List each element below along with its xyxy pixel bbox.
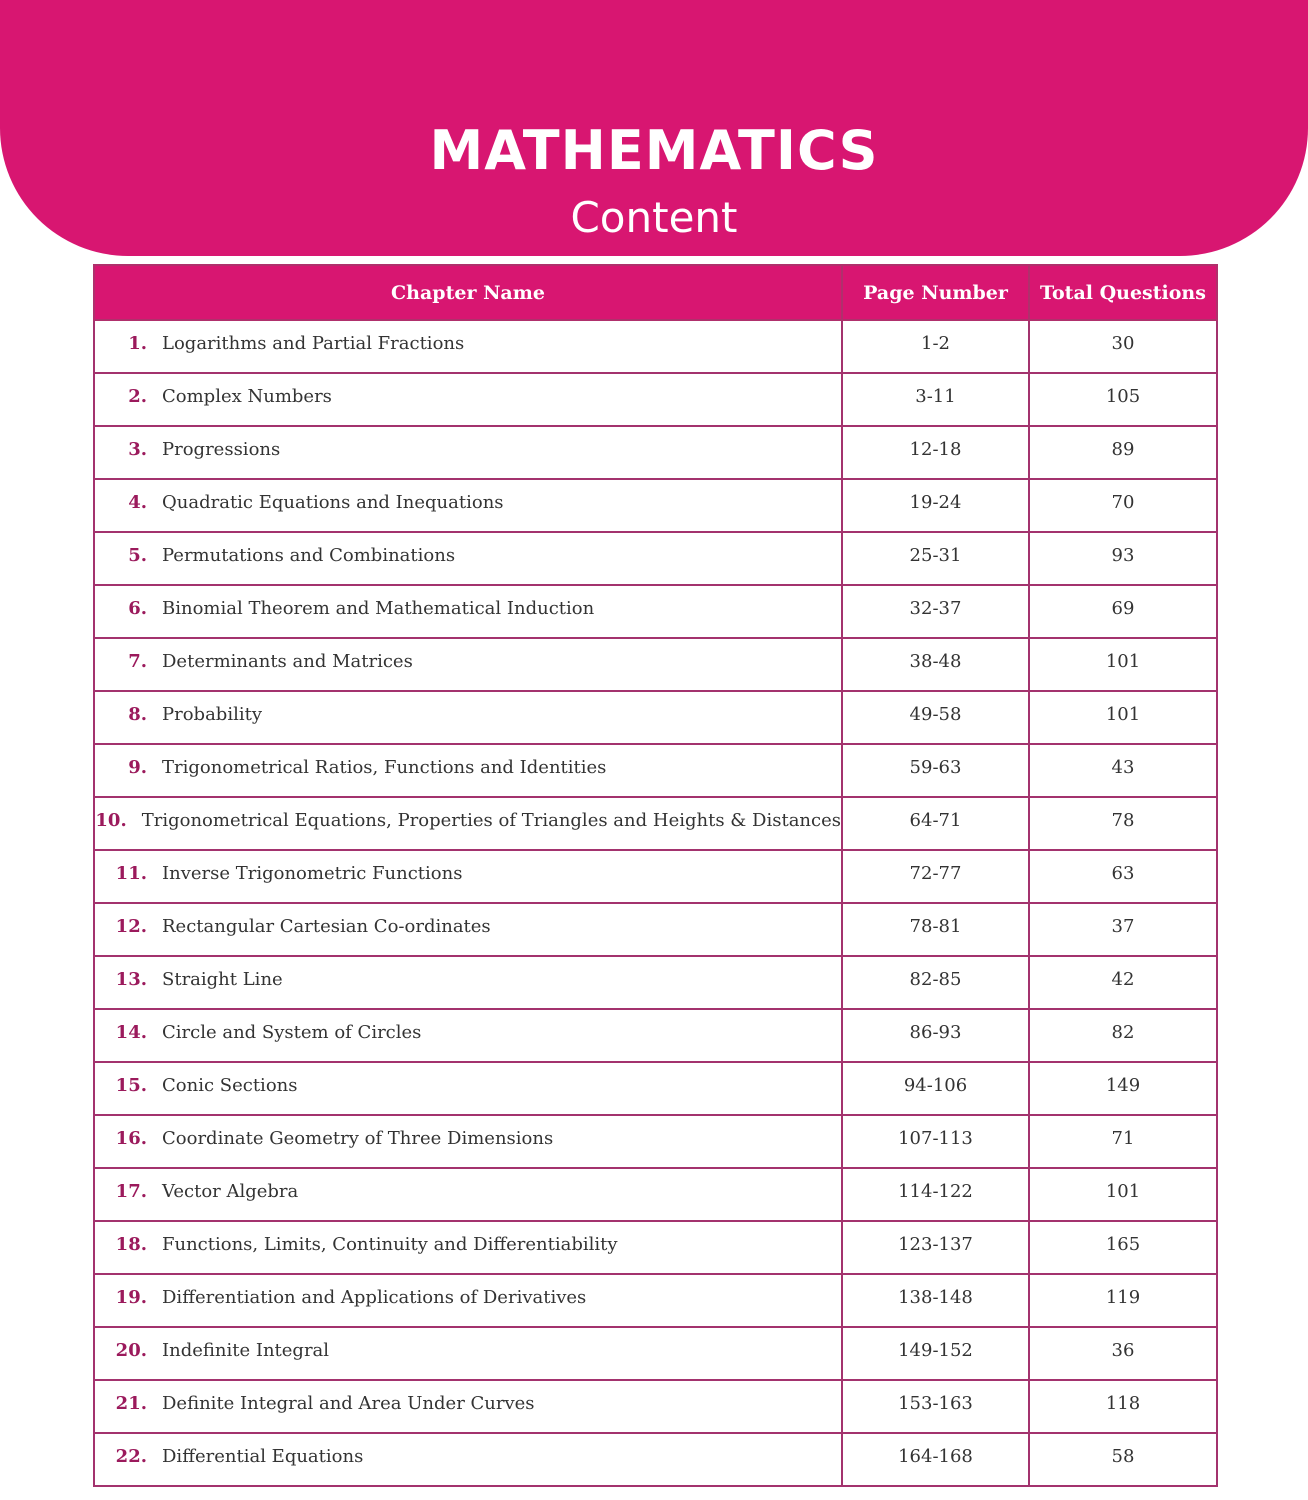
page-number-cell <box>842 479 1029 532</box>
table-row <box>94 585 1217 638</box>
table-header-row <box>94 265 1217 320</box>
header-total-questions: Total Questions <box>1029 265 1217 320</box>
chapter-name: Coordinate Geometry of Three Dimensions <box>162 1128 554 1149</box>
total-questions-cell <box>1029 850 1217 903</box>
page-number-cell <box>842 426 1029 479</box>
chapter-entry <box>95 904 841 938</box>
chapter-name: Circle and System of Circles <box>162 1022 422 1043</box>
total-questions-cell <box>1029 797 1217 850</box>
chapter-name: Straight Line <box>162 969 283 990</box>
question-count: 93 <box>1111 545 1135 566</box>
chapter-entry <box>95 798 841 832</box>
total-questions-cell <box>1029 1274 1217 1327</box>
total-questions-cell <box>1029 1221 1217 1274</box>
header-chapter-name: Chapter Name <box>94 265 842 320</box>
chapter-entry <box>95 586 841 620</box>
chapter-number: 12. <box>115 916 147 937</box>
total-questions-cell <box>1029 691 1217 744</box>
question-count: 71 <box>1111 1128 1135 1149</box>
chapter-number: 3. <box>128 439 147 460</box>
page-range: 32-37 <box>909 598 962 619</box>
page-range: 149-152 <box>898 1340 973 1361</box>
chapter-entry <box>95 427 841 461</box>
page-number-cell <box>842 1009 1029 1062</box>
question-count: 43 <box>1111 757 1135 778</box>
chapter-entry <box>95 1328 841 1362</box>
page-range: 86-93 <box>909 1022 962 1043</box>
chapter-number: 17. <box>115 1181 147 1202</box>
chapter-number: 2. <box>128 386 147 407</box>
page-range: 19-24 <box>909 492 962 513</box>
table-row <box>94 426 1217 479</box>
page-range: 49-58 <box>909 704 962 725</box>
chapter-number: 14. <box>115 1022 147 1043</box>
page-number-cell <box>842 532 1029 585</box>
table-row <box>94 1009 1217 1062</box>
total-questions-cell <box>1029 1062 1217 1115</box>
page-range: 3-11 <box>915 386 956 407</box>
chapter-entry <box>95 851 841 885</box>
page-range: 114-122 <box>898 1181 973 1202</box>
question-count: 89 <box>1111 439 1135 460</box>
page-number-cell <box>842 1115 1029 1168</box>
table-row <box>94 1327 1217 1380</box>
chapter-cell <box>94 1327 842 1380</box>
page-number-cell <box>842 1168 1029 1221</box>
page-number-cell <box>842 903 1029 956</box>
question-count: 78 <box>1111 810 1135 831</box>
page-range: 1-2 <box>921 333 950 354</box>
chapter-number: 13. <box>115 969 147 990</box>
chapter-name: Definite Integral and Area Under Curves <box>162 1393 535 1414</box>
question-count: 36 <box>1111 1340 1135 1361</box>
table-row <box>94 956 1217 1009</box>
table-row <box>94 1221 1217 1274</box>
chapter-number: 1. <box>128 333 147 354</box>
chapter-number: 7. <box>128 651 147 672</box>
question-count: 63 <box>1111 863 1135 884</box>
page-number-cell <box>842 956 1029 1009</box>
question-count: 69 <box>1111 598 1135 619</box>
chapter-cell <box>94 1380 842 1433</box>
page-number-cell <box>842 1327 1029 1380</box>
question-count: 149 <box>1105 1075 1141 1096</box>
page-number-cell <box>842 320 1029 373</box>
chapter-name: Complex Numbers <box>162 386 332 407</box>
table-row <box>94 850 1217 903</box>
page-range: 123-137 <box>898 1234 973 1255</box>
chapter-entry <box>95 1063 841 1097</box>
chapter-cell <box>94 744 842 797</box>
page-number-cell <box>842 585 1029 638</box>
question-count: 37 <box>1111 916 1135 937</box>
page-range: 164-168 <box>898 1446 973 1467</box>
page-range: 64-71 <box>909 810 962 831</box>
table-row <box>94 1115 1217 1168</box>
chapter-name: Differentiation and Applications of Derivatives <box>162 1287 587 1308</box>
chapter-cell <box>94 691 842 744</box>
question-count: 101 <box>1105 651 1141 672</box>
table-row <box>94 1062 1217 1115</box>
total-questions-cell <box>1029 1327 1217 1380</box>
chapter-name: Trigonometrical Ratios, Functions and Identities <box>162 757 607 778</box>
table-row <box>94 744 1217 797</box>
page-title: MATHEMATICS <box>429 119 879 182</box>
page-number-cell <box>842 1062 1029 1115</box>
chapter-number: 9. <box>128 757 147 778</box>
chapter-cell <box>94 638 842 691</box>
table-row <box>94 903 1217 956</box>
page-range: 138-148 <box>898 1287 973 1308</box>
chapter-number: 4. <box>128 492 147 513</box>
table-row <box>94 1168 1217 1221</box>
table-row <box>94 1380 1217 1433</box>
page-number-cell <box>842 797 1029 850</box>
chapter-cell <box>94 320 842 373</box>
page-number-cell <box>842 691 1029 744</box>
page-number-cell <box>842 744 1029 797</box>
chapter-entry <box>95 1381 841 1415</box>
chapter-number: 10. <box>95 810 127 831</box>
chapter-name: Probability <box>162 704 263 725</box>
chapter-number: 16. <box>115 1128 147 1149</box>
chapter-name: Trigonometrical Equations, Properties of Triangles and Heights & Distances <box>141 810 841 831</box>
chapter-entry <box>95 1116 841 1150</box>
question-count: 101 <box>1105 1181 1141 1202</box>
page-range: 25-31 <box>909 545 962 566</box>
question-count: 70 <box>1111 492 1135 513</box>
chapter-name: Inverse Trigonometric Functions <box>162 863 463 884</box>
total-questions-cell <box>1029 1168 1217 1221</box>
total-questions-cell <box>1029 1433 1217 1486</box>
chapter-cell <box>94 532 842 585</box>
question-count: 30 <box>1111 333 1135 354</box>
total-questions-cell <box>1029 320 1217 373</box>
page-range: 107-113 <box>898 1128 973 1149</box>
total-questions-cell <box>1029 744 1217 797</box>
total-questions-cell <box>1029 903 1217 956</box>
table-row <box>94 797 1217 850</box>
table-row <box>94 1274 1217 1327</box>
total-questions-cell <box>1029 373 1217 426</box>
chapter-cell <box>94 956 842 1009</box>
chapter-number: 21. <box>115 1393 147 1414</box>
table-row <box>94 1433 1217 1486</box>
contents-table <box>93 264 1218 1487</box>
total-questions-cell <box>1029 532 1217 585</box>
chapter-entry <box>95 480 841 514</box>
page-range: 38-48 <box>909 651 962 672</box>
question-count: 119 <box>1105 1287 1141 1308</box>
chapter-number: 6. <box>128 598 147 619</box>
chapter-entry <box>95 1222 841 1256</box>
chapter-entry <box>95 374 841 408</box>
chapter-cell <box>94 585 842 638</box>
chapter-cell <box>94 479 842 532</box>
total-questions-cell <box>1029 638 1217 691</box>
chapter-entry <box>95 745 841 779</box>
chapter-entry <box>95 321 841 355</box>
chapter-cell <box>94 1062 842 1115</box>
chapter-cell <box>94 850 842 903</box>
question-count: 82 <box>1111 1022 1135 1043</box>
question-count: 118 <box>1105 1393 1141 1414</box>
chapter-number: 8. <box>128 704 147 725</box>
chapter-entry <box>95 1434 841 1468</box>
total-questions-cell <box>1029 1009 1217 1062</box>
total-questions-cell <box>1029 479 1217 532</box>
page-number-cell <box>842 1433 1029 1486</box>
chapter-number: 20. <box>115 1340 147 1361</box>
chapter-name: Determinants and Matrices <box>162 651 413 672</box>
chapter-number: 15. <box>115 1075 147 1096</box>
page-range: 153-163 <box>898 1393 973 1414</box>
chapter-entry <box>95 639 841 673</box>
page-range: 72-77 <box>909 863 962 884</box>
page-range: 59-63 <box>909 757 962 778</box>
chapter-name: Permutations and Combinations <box>162 545 456 566</box>
page-number-cell <box>842 1274 1029 1327</box>
table-row <box>94 479 1217 532</box>
page-number-cell <box>842 373 1029 426</box>
chapter-cell <box>94 1009 842 1062</box>
chapter-cell <box>94 797 842 850</box>
chapter-name: Logarithms and Partial Fractions <box>162 333 465 354</box>
chapter-entry <box>95 533 841 567</box>
chapter-cell <box>94 1115 842 1168</box>
question-count: 58 <box>1111 1446 1135 1467</box>
question-count: 165 <box>1105 1234 1141 1255</box>
chapter-name: Quadratic Equations and Inequations <box>162 492 504 513</box>
chapter-number: 22. <box>115 1446 147 1467</box>
chapter-entry <box>95 692 841 726</box>
chapter-cell <box>94 903 842 956</box>
chapter-entry <box>95 1010 841 1044</box>
table-row <box>94 691 1217 744</box>
question-count: 105 <box>1105 386 1141 407</box>
table-row <box>94 532 1217 585</box>
page-number-cell <box>842 638 1029 691</box>
table-row <box>94 638 1217 691</box>
chapter-name: Binomial Theorem and Mathematical Induction <box>162 598 595 619</box>
chapter-name: Conic Sections <box>162 1075 298 1096</box>
table-row <box>94 373 1217 426</box>
total-questions-cell <box>1029 1115 1217 1168</box>
page-range: 12-18 <box>909 439 962 460</box>
chapter-number: 11. <box>115 863 147 884</box>
table-body <box>94 320 1217 1486</box>
chapter-cell <box>94 373 842 426</box>
total-questions-cell <box>1029 585 1217 638</box>
page-range: 82-85 <box>909 969 962 990</box>
chapter-cell <box>94 1221 842 1274</box>
chapter-entry <box>95 1169 841 1203</box>
chapter-entry <box>95 1275 841 1309</box>
chapter-name: Rectangular Cartesian Co-ordinates <box>162 916 491 937</box>
chapter-number: 19. <box>115 1287 147 1308</box>
chapter-name: Functions, Limits, Continuity and Differentiability <box>162 1234 618 1255</box>
chapter-cell <box>94 1433 842 1486</box>
chapter-name: Vector Algebra <box>162 1181 299 1202</box>
page-range: 94-106 <box>903 1075 968 1096</box>
total-questions-cell <box>1029 1380 1217 1433</box>
chapter-number: 18. <box>115 1234 147 1255</box>
question-count: 101 <box>1105 704 1141 725</box>
chapter-name: Differential Equations <box>162 1446 364 1467</box>
chapter-cell <box>94 1168 842 1221</box>
chapter-entry <box>95 957 841 991</box>
page-number-cell <box>842 850 1029 903</box>
chapter-name: Progressions <box>162 439 281 460</box>
chapter-cell <box>94 426 842 479</box>
page-number-cell <box>842 1380 1029 1433</box>
chapter-name: Indefinite Integral <box>162 1340 330 1361</box>
total-questions-cell <box>1029 426 1217 479</box>
page-number-cell <box>842 1221 1029 1274</box>
header-page-number: Page Number <box>842 265 1029 320</box>
table-row <box>94 320 1217 373</box>
page-subtitle: Content <box>570 193 738 242</box>
chapter-cell <box>94 1274 842 1327</box>
total-questions-cell <box>1029 956 1217 1009</box>
chapter-number: 5. <box>128 545 147 566</box>
question-count: 42 <box>1111 969 1135 990</box>
page-range: 78-81 <box>909 916 962 937</box>
